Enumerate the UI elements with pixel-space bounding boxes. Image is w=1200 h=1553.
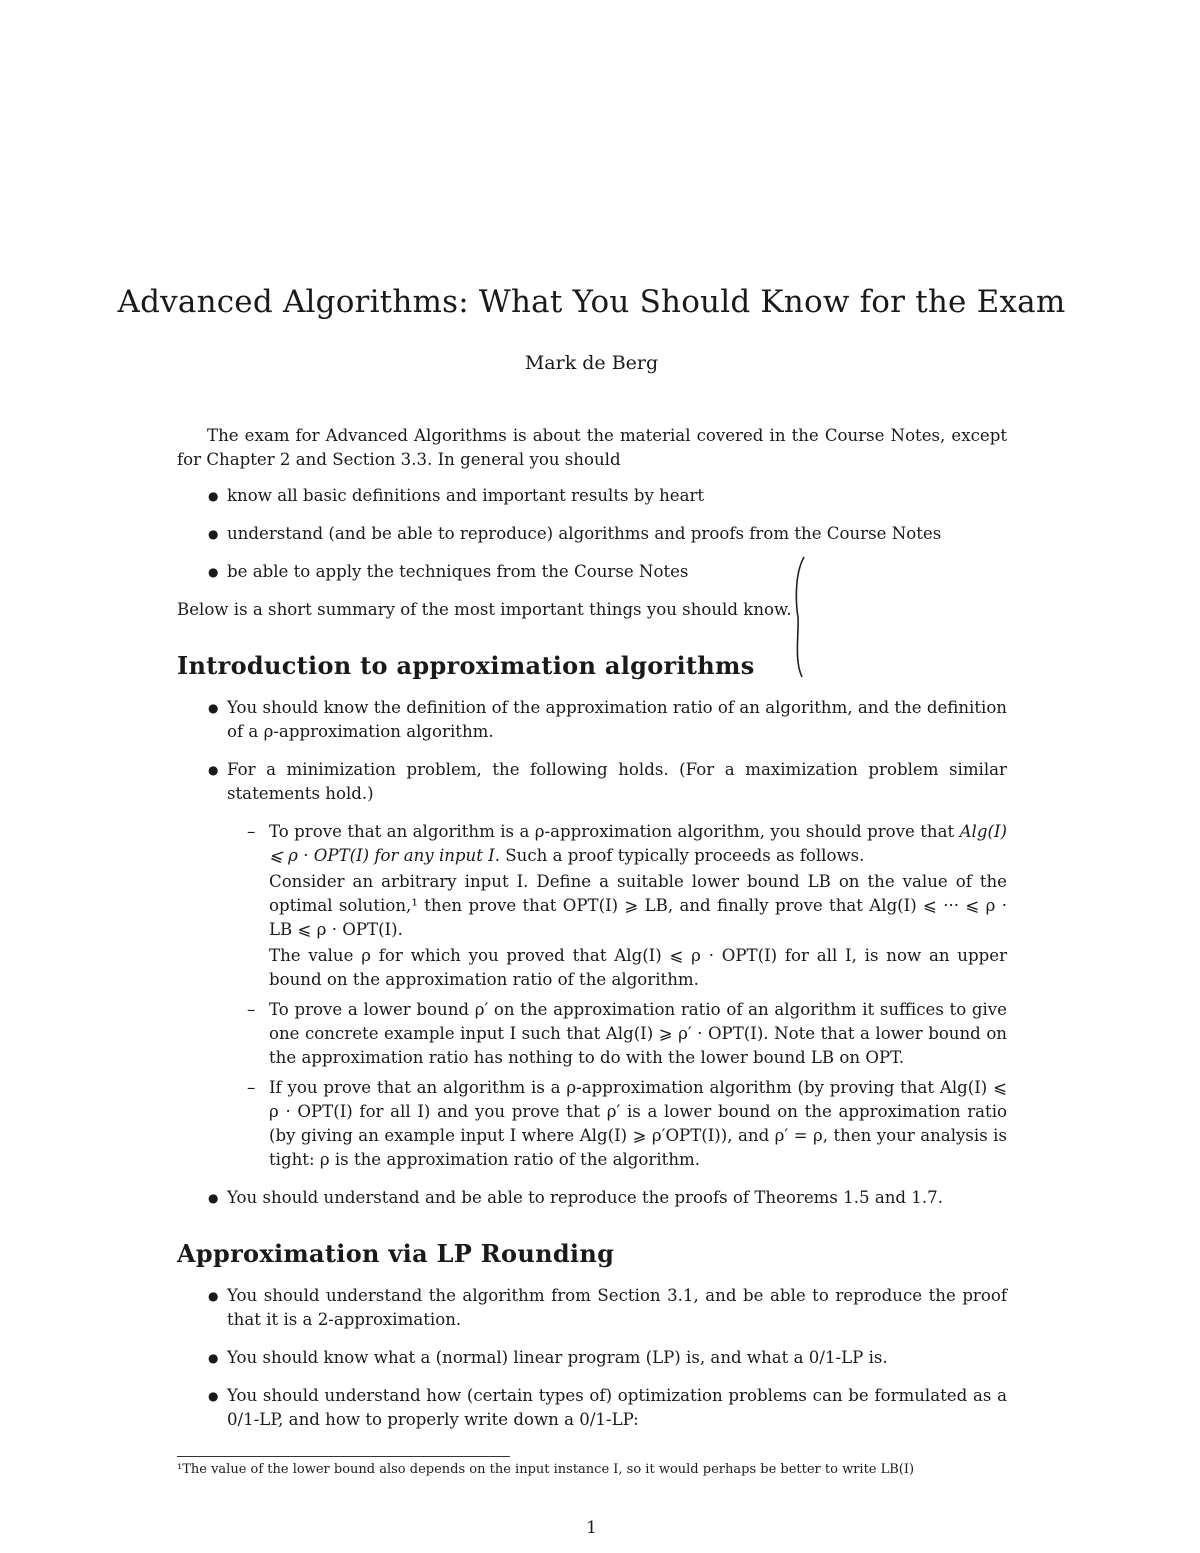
list-item: ● You should understand how (certain types of) optimization problems can be formulated as a 0/1-LP, and how to properly write down a 0/1-LP:	[208, 1386, 1007, 1429]
bullet-icon: ●	[208, 701, 219, 715]
list-item: ● For a minimization problem, the following holds. (For a maximization problem similar statements hold.) – To prove that an algorithm is a ρ-approximation algorithm, you should prove that Alg(I) ⩽ ρ · OPT(I) for any input I. Such a proof typically proceeds as follows. Consider an arbitrary input I. Define a suitable lower bound LB on the value of the optimal solution,¹ then prove that OPT(I) ⩾ LB, and finally prove that Alg(I) ⩽ ··· ⩽ ρ · LB ⩽ ρ · OPT(I). The value ρ for which you proved that Alg(I) ⩽ ρ · OPT(I) for all I, is now an upper bound on the approximation ratio of the algorithm. – To prove a lower bound ρ′ on the approximation ratio of an algorithm it suffices to give one concrete example input I such that Alg(I) ⩾ ρ′ · OPT(I). Note that a lower bound on the approximation ratio has nothing to do with the lower bound LB on OPT. – If you prove that an algorithm is a ρ-approximation algorithm (by proving that Alg(I) ⩽ ρ · OPT(I) for all I) and you prove that ρ′ is a lower bound on the approximation ratio (by giving an example input I where Alg(I) ⩾ ρ′OPT(I)), and ρ′ = ρ, then your analysis is tight: ρ is the approximation ratio of the algorithm.	[177, 758, 1007, 1172]
list-item: ● understand (and be able to reproduce) algorithms and proofs from the Course Notes	[177, 522, 1007, 546]
footnote: ¹The value of the lower bound also depends on the input instance I, so it would perhaps be better to write LB(I)	[177, 1462, 915, 1477]
sub-list-item	[227, 1076, 1007, 1172]
bullet-icon: ●	[208, 1389, 219, 1403]
sub-list-item	[227, 820, 1007, 992]
list-item: ● You should know the definition of the approximation ratio of an algorithm, and the definition of a ρ-approximation algorithm.	[208, 698, 1007, 741]
bullet-icon: ●	[208, 1351, 219, 1365]
bullet-icon: ●	[208, 527, 219, 541]
section2-bullet-list	[177, 1284, 1007, 1432]
section1-sub-list	[227, 820, 1007, 1172]
document-body	[177, 424, 1007, 1446]
sub-item-paragraph: The value ρ for which you proved that Alg(I) ⩽ ρ · OPT(I) for all I, is now an upper bound on the approximation ratio of the algorithm.	[269, 946, 1007, 989]
section-heading-lp-rounding: Approximation via LP Rounding	[177, 1239, 615, 1268]
list-item: ● You should understand and be able to reproduce the proofs of Theorems 1.5 and 1.7.	[177, 1186, 1007, 1210]
sub-list-item	[227, 998, 1007, 1070]
bullet-icon: ●	[208, 1191, 219, 1205]
footnote-divider	[177, 1456, 510, 1457]
intro-bullet-list	[177, 484, 1007, 584]
sub-item-paragraph: Consider an arbitrary input I. Define a suitable lower bound LB on the value of the optimal solution,¹ then prove that OPT(I) ⩾ LB, and finally prove that Alg(I) ⩽ ··· ⩽ ρ · LB ⩽ ρ · OPT(I).	[269, 872, 1007, 939]
sub-item-paragraph: To prove that an algorithm is a ρ-approximation algorithm, you should prove that Alg(I) ⩽ ρ · OPT(I) for any input I. Such a proof typically proceeds as follows.	[269, 822, 1007, 865]
list-item: ● know all basic definitions and important results by heart	[177, 484, 1007, 508]
list-item: ● You should understand the algorithm from Section 3.1, and be able to reproduce the proof that it is a 2-approximation.	[208, 1286, 1007, 1329]
page-title: Advanced Algorithms: What You Should Know for the Exam	[117, 284, 1066, 320]
section-heading-intro-approximation: Introduction to approximation algorithms	[177, 651, 755, 680]
dash-icon: –	[247, 1078, 256, 1097]
sub-item-paragraph: To prove a lower bound ρ′ on the approximation ratio of an algorithm it suffices to give one concrete example input I such that Alg(I) ⩾ ρ′ · OPT(I). Note that a lower bound on the approximation ratio has nothing to do with the lower bound LB on OPT.	[269, 1000, 1007, 1067]
bullet-icon: ●	[208, 763, 219, 777]
bullet-icon: ●	[208, 565, 219, 579]
author-name: Mark de Berg	[524, 352, 659, 374]
intro-paragraph: The exam for Advanced Algorithms is about the material covered in the Course Notes, except for Chapter 2 and Section 3.3. In general you should	[177, 426, 1007, 469]
list-item: ● be able to apply the techniques from the Course Notes	[177, 560, 1007, 584]
bullet-icon: ●	[208, 489, 219, 503]
sub-item-paragraph: If you prove that an algorithm is a ρ-approximation algorithm (by proving that Alg(I) ⩽ ρ · OPT(I) for all I) and you prove that ρ′ is a lower bound on the approximation ratio (by giving an example input I where Alg(I) ⩾ ρ′OPT(I)), and ρ′ = ρ, then your analysis is tight: ρ is the approximation ratio of the algorithm.	[269, 1078, 1007, 1169]
dash-icon: –	[247, 1000, 256, 1019]
section1-bullet-list	[177, 696, 1007, 1210]
summary-intro-sentence: Below is a short summary of the most important things you should know.	[177, 600, 792, 619]
bullet-icon: ●	[208, 1289, 219, 1303]
page-number: 1	[586, 1518, 597, 1538]
dash-icon: –	[247, 822, 256, 841]
list-item: ● You should know what a (normal) linear program (LP) is, and what a 0/1-LP is.	[177, 1346, 1007, 1370]
